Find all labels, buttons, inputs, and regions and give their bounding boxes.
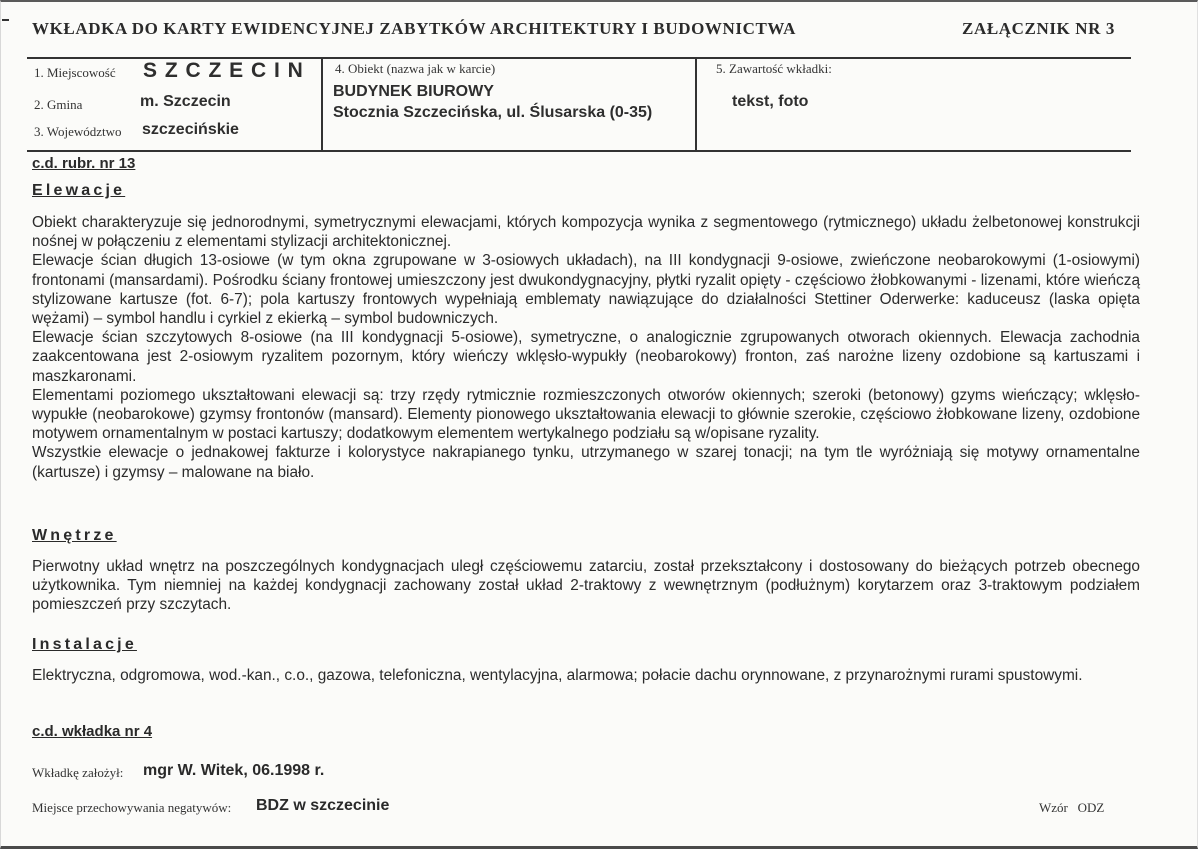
header-table [27, 57, 1131, 152]
value-zawartosc: tekst, foto [732, 93, 809, 110]
next-insert-ref: c.d. wkładka nr 4 [32, 723, 153, 740]
paragraph: Elementami poziomego ukształtowani elewacji są: trzy rzędy rytmicznie rozmieszczonych otworów okiennych; szeroki (betonowy) gzyms wieńczący; wklęsło-wypukłe (neobarokowe) gzymsy frontonów (mansard). Elementy pionowego ukształtowania elewacji to głównie szerokie, częściowo żłobkowane lizeny, ozdobione motywem ornamentalnym w postaci kartuszy; dodatkowym elementem wertykalnego podziału są w/opisane ryzality. [32, 386, 1140, 443]
heading-wnetrze: Wnętrze [32, 527, 117, 544]
column-divider [321, 59, 323, 150]
paragraph: Elewacje ścian szczytowych 8-osiowe (na III kondygnacji 5-osiowe), symetryczne, o analogicznie zgrupowanych otworach okiennych. Elewacja zachodnia zaakcentowana jest 2-osiowym ryzalitem pozornym, który wieńczy wklęsło-wypukły (neobarokowy) fronton, zaś narożne lizeny ozdobione są kartuszami i maszkaronami. [32, 329, 1140, 385]
annex-number: ZAŁĄCZNIK NR 3 [962, 19, 1115, 38]
value-wojewodztwo: szczecińskie [142, 121, 239, 138]
value-gmina: m. Szczecin [140, 93, 231, 110]
label-miejscowosc: 1. Miejscowość [34, 65, 116, 80]
value-obiekt-name: BUDYNEK BIUROWY [333, 83, 494, 100]
label-zawartosc: 5. Zawartość wkładki: [716, 61, 832, 76]
column-divider [695, 59, 697, 150]
value-obiekt-address: Stocznia Szczecińska, ul. Ślusarska (0-35) [333, 104, 653, 121]
value-negatives: BDZ w szczecinie [256, 797, 390, 814]
paragraph: Pierwotny układ wnętrz na poszczególnych kondygnacjach uległ częściowemu zatarciu, został przekształcony i dostosowany do bieżących potrzeb obecnego użytkownika. Tym niemniej na każdej kondygnacji zachowany został układ 2-traktowy z wewnętrznym (podłużnym) korytarzem oraz 3-traktowym podziałem pomieszczeń przy szczytach. [32, 558, 1140, 614]
label-wojewodztwo: 3. Województwo [34, 124, 122, 139]
label-obiekt: 4. Obiekt (nazwa jak w karcie) [335, 61, 496, 76]
heading-instalacje: Instalacje [32, 636, 137, 653]
label-gmina: 2. Gmina [34, 97, 83, 112]
label-negatives: Miejsce przechowywania negatywów: [32, 800, 232, 815]
section-instalacje-body [32, 666, 1140, 685]
edge-mark [2, 19, 9, 21]
heading-elewacje: Elewacje [32, 182, 126, 199]
paragraph: Obiekt charakteryzuje się jednorodnymi, symetrycznymi elewacjami, których kompozycja wynika z segmentowego (rytmicznego) układu żelbetonowej konstrukcji nośnej w połączeniu z elementami stylizacji architektonicznej. [32, 214, 1140, 251]
value-author: mgr W. Witek, 06.1998 r. [143, 762, 325, 779]
paragraph: Elektryczna, odgromowa, wod.-kan., c.o., gazowa, telefoniczna, wentylacyjna, alarmowa; połacie dachu orynnowane, z przynarożnymi rurami spustowymi. [32, 667, 1083, 684]
section-elewacje-body [32, 213, 1140, 482]
paragraph: Elewacje ścian długich 13-osiowe (w tym okna zgrupowane w 3-osiowych układach), na III kondygnacji 9-osiowe, zwieńczone neobarokowymi (1-osiowymi) frontonami (mansardami). Pośrodku ściany frontowej umieszczony jest dwukondygnacyjny, płytki ryzalit opięty - częściowo żłobkowanymi - lizenami, które wieńczą stylizowane kartusze (fot. 6-7); pola kartuszy frontowych wypełniają emblematy nawiązujące do działalności Stettiner Oderwerke: kaduceusz (laska opięta wężami) – symbol handlu i cyrkiel z ekierką – symbol budowniczych. [32, 252, 1140, 328]
continuation-ref: c.d. rubr. nr 13 [32, 155, 136, 172]
section-wnetrze-body [32, 557, 1140, 615]
label-author: Wkładkę założył: [32, 765, 124, 780]
paragraph: Wszystkie elewacje o jednakowej fakturze i kolorystyce nakrapianego tynku, utrzymanego w szarej tonacji; na tym tle wyróżniają się motywy ornamentalne (kartusze) i gzymsy – malowane na biało. [32, 444, 1140, 481]
document-title: WKŁADKA DO KARTY EWIDENCYJNEJ ZABYTKÓW ARCHITEKTURY I BUDOWNICTWA [32, 19, 797, 38]
template-mark: Wzór ODZ [1039, 800, 1105, 815]
value-miejscowosc: S Z C Z E C I N [143, 59, 304, 82]
